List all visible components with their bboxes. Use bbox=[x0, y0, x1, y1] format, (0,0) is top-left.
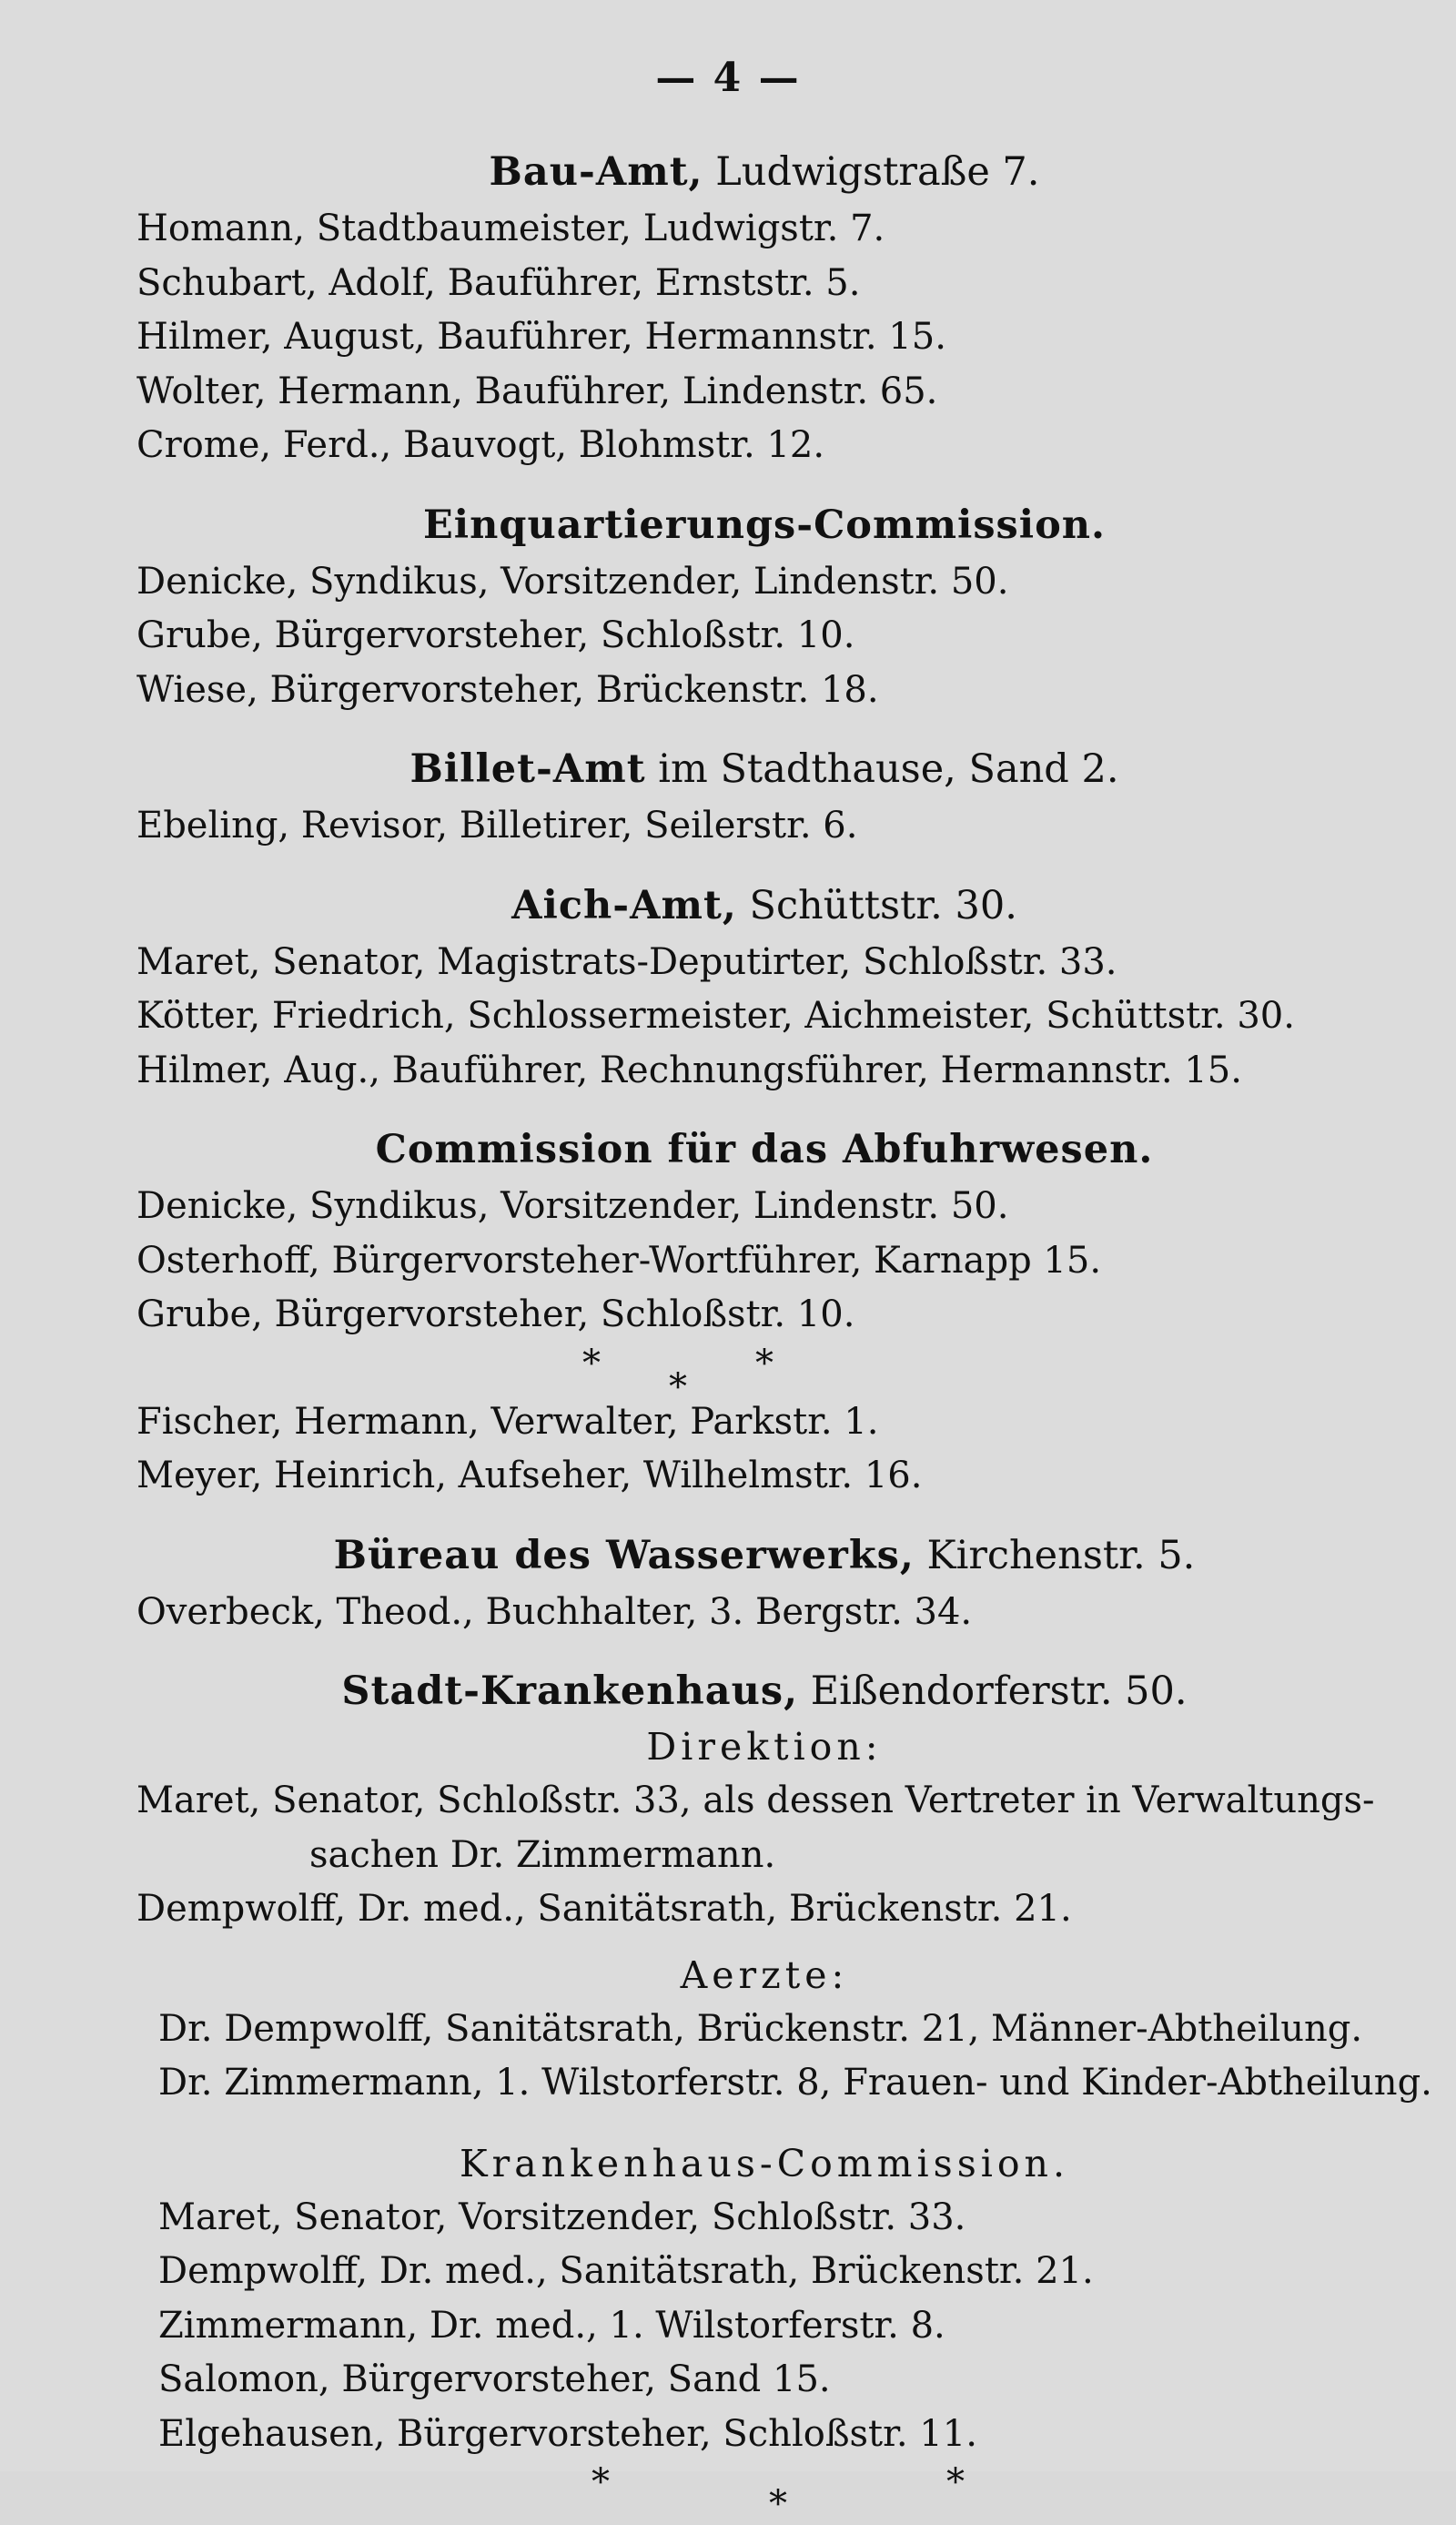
list-item: Wolter, Hermann, Bauführer, Lindenstr. 65. bbox=[136, 370, 938, 412]
section-heading bbox=[136, 1529, 1392, 1582]
list-item: Grube, Bürgervorsteher, Schloßstr. 10. bbox=[136, 614, 855, 656]
section-heading bbox=[136, 499, 1392, 552]
list-item: Hilmer, August, Bauführer, Hermannstr. 15. bbox=[136, 316, 946, 358]
list-item: Osterhoff, Bürgervorsteher-Wortführer, Karnapp 15. bbox=[136, 1239, 1102, 1282]
section-bauamt bbox=[136, 146, 1392, 473]
heading-title: Büreau des Wasserwerks, bbox=[333, 1532, 915, 1578]
list-item: Zimmermann, Dr. med., 1. Wilstorferstr. 8. bbox=[158, 2304, 945, 2347]
list-item: Salomon, Bürgervorsteher, Sand 15. bbox=[158, 2358, 831, 2400]
commission-label: Krankenhaus-Commission. bbox=[460, 2141, 1069, 2185]
section-aichamt bbox=[136, 879, 1392, 1099]
heading-title: Aich-Amt, bbox=[511, 882, 737, 928]
section-krankenhaus bbox=[136, 1665, 1432, 2525]
list-item: Elgehausen, Bürgervorsteher, Schloßstr. 11. bbox=[158, 2412, 977, 2455]
section-wasserwerk bbox=[136, 1529, 1392, 1640]
list-item: Meyer, Heinrich, Aufseher, Wilhelmstr. 16. bbox=[136, 1455, 923, 1496]
page-content bbox=[136, 146, 1432, 2525]
list-item: Crome, Ferd., Bauvogt, Blohmstr. 12. bbox=[136, 424, 825, 466]
list-item: Dr. Zimmermann, 1. Wilstorferstr. 8, Frauen- und Kinder-Abtheilung. bbox=[158, 2062, 1432, 2104]
heading-title: Billet-Amt bbox=[410, 746, 646, 792]
section-abfuhrwesen bbox=[136, 1123, 1392, 1504]
asterisk: * bbox=[592, 2461, 610, 2503]
list-item: Kötter, Friedrich, Schlossermeister, Aichmeister, Schüttstr. 30. bbox=[136, 995, 1295, 1037]
list-item: Maret, Senator, Magistrats-Deputirter, Schloßstr. 33. bbox=[136, 940, 1117, 983]
asterisk: * bbox=[769, 2483, 787, 2525]
page-number: — 4 — bbox=[655, 55, 801, 101]
list-item: Fischer, Hermann, Verwalter, Parkstr. 1. bbox=[136, 1400, 879, 1443]
section-heading bbox=[136, 879, 1392, 932]
list-item-continuation: sachen Dr. Zimmermann. bbox=[309, 1833, 776, 1876]
asterisk: * bbox=[669, 1365, 687, 1408]
heading-address: Schüttstr. 30. bbox=[736, 882, 1017, 928]
heading-title: Bau-Amt, bbox=[489, 149, 703, 195]
list-item: Denicke, Syndikus, Vorsitzender, Lindenstr. 50. bbox=[136, 560, 1009, 603]
direktion-label: Direktion: bbox=[646, 1725, 883, 1769]
heading-title: Einquartierungs-Commission. bbox=[423, 502, 1106, 548]
list-item: Dempwolff, Dr. med., Sanitätsrath, Brückenstr. 21. bbox=[158, 2250, 1094, 2292]
heading-title: Commission für das Abfuhrwesen. bbox=[375, 1127, 1154, 1172]
list-item: Dr. Dempwolff, Sanitätsrath, Brückenstr. 21, Männer-Abtheilung. bbox=[158, 2007, 1363, 2050]
asterisk: * bbox=[755, 1342, 774, 1384]
asterisk: * bbox=[582, 1342, 601, 1384]
list-item: Wiese, Bürgervorsteher, Brückenstr. 18. bbox=[136, 668, 879, 711]
heading-address: Kirchenstr. 5. bbox=[914, 1532, 1196, 1578]
list-item: Overbeck, Theod., Buchhalter, 3. Bergstr. 34. bbox=[136, 1590, 973, 1633]
list-item: Homann, Stadtbaumeister, Ludwigstr. 7. bbox=[136, 208, 885, 249]
section-billetamt bbox=[136, 743, 1392, 854]
asterisk: * bbox=[946, 2461, 965, 2503]
list-item: Dempwolff, Dr. med., Sanitätsrath, Brückenstr. 21. bbox=[136, 1888, 1072, 1930]
list-item: Denicke, Syndikus, Vorsitzender, Lindenstr. 50. bbox=[136, 1185, 1009, 1227]
section-heading bbox=[136, 743, 1392, 796]
section-einquartierung bbox=[136, 499, 1392, 718]
list-item: Maret, Senator, Schloßstr. 33, als dessen Vertreter in Verwaltungs- bbox=[136, 1780, 1375, 1821]
asterism-divider bbox=[136, 2461, 1392, 2525]
section-heading bbox=[136, 146, 1392, 198]
list-item: Ebeling, Revisor, Billetirer, Seilerstr. 6. bbox=[136, 805, 858, 847]
heading-address: im Stadthause, Sand 2. bbox=[645, 746, 1119, 792]
heading-address: Ludwigstraße 7. bbox=[703, 149, 1040, 195]
list-item: Maret, Senator, Vorsitzender, Schloßstr. 33. bbox=[158, 2195, 966, 2238]
section-heading bbox=[136, 1123, 1392, 1176]
section-heading bbox=[136, 1665, 1392, 1718]
list-item: Grube, Bürgervorsteher, Schloßstr. 10. bbox=[136, 1293, 855, 1335]
list-item: Schubart, Adolf, Bauführer, Ernststr. 5. bbox=[136, 261, 861, 304]
list-item: Hilmer, Aug., Bauführer, Rechnungsführer, Hermannstr. 15. bbox=[136, 1049, 1242, 1091]
heading-title: Stadt-Krankenhaus, bbox=[341, 1668, 799, 1714]
aerzte-label: Aerzte: bbox=[680, 1952, 849, 1997]
heading-address: Eißendorferstr. 50. bbox=[798, 1668, 1188, 1714]
asterism-divider bbox=[136, 1342, 1392, 1408]
